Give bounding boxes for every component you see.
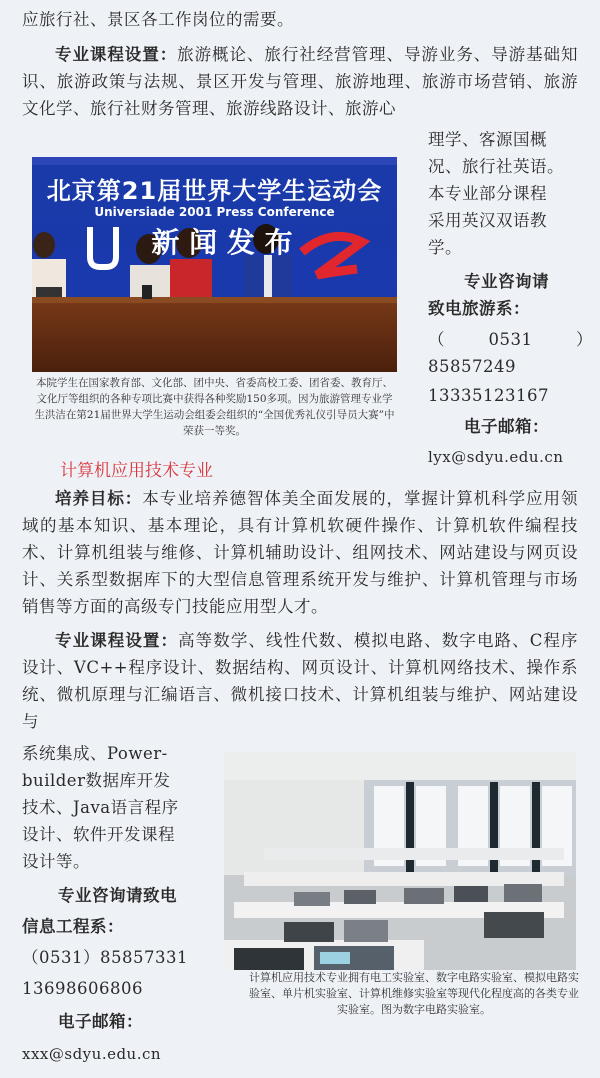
text-line: builder数据库开发 bbox=[22, 771, 171, 790]
text-line: 系统集成、Power- bbox=[22, 744, 168, 763]
computer-courses-label: 专业课程设置： bbox=[55, 631, 179, 650]
banner-subtitle: Universiade 2001 Press Conference bbox=[94, 205, 335, 219]
contact-label-line1: 专业咨询请致电 bbox=[58, 886, 177, 905]
tourism-courses-continuation bbox=[428, 126, 588, 261]
email-label: 电子邮箱： bbox=[464, 417, 549, 436]
banner-title: 北京第21届世界大学生运动会 bbox=[46, 177, 383, 205]
goal-text: 本专业培养德智体美全面发展的，掌握计算机科学应用领域的基本知识、基本理论，具有计算机软硬件操作、计算机软件编程技术、计算机组装与维修、计算机辅助设计、组网技术、网站建设与网页设计、关系型数据库下的大型信息管理系统开发与维护、计算机管理与市场销售等方面的高级专门技能应用型人才。 bbox=[22, 489, 579, 616]
contact-mobile: 13698606806 bbox=[22, 979, 143, 998]
tourism-courses-paragraph bbox=[22, 41, 578, 122]
tourism-courses-label: 专业课程设置： bbox=[55, 45, 178, 64]
lab-illustration bbox=[224, 752, 576, 970]
press-photo-caption: 本院学生在国家教育部、文化部、团中央、省委高校工委、团省委、教育厅、文化厅等组织的各种专项比赛中获得各种奖励150多项。因为旅游管理专业学生洪洁在第21届世界大学生运动会组委会组织的“全国优秀礼仪引导员大赛”中荣获一等奖。 bbox=[34, 377, 395, 437]
computer-goal-paragraph bbox=[22, 485, 578, 620]
email-label: 电子邮箱： bbox=[58, 1012, 143, 1031]
computer-courses-text: 高等数学、线性代数、模拟电路、数字电路、C程序设计、VC++程序设计、数据结构、网页设计、计算机网络技术、操作系统、微机原理与汇编语言、微机接口技术、计算机组装与维护、网站建设与 bbox=[22, 631, 579, 731]
computer-section-heading: 计算机应用技术专业 bbox=[60, 461, 213, 481]
tourism-intro-tail: 应旅行社、景区各工作岗位的需要。 bbox=[22, 10, 294, 29]
text-line: 技术、Java语言程序 bbox=[22, 798, 179, 817]
contact-mobile: 13335123167 bbox=[428, 386, 549, 405]
computer-courses-paragraph bbox=[22, 627, 578, 735]
text-line: 本专业部分课程 bbox=[428, 184, 547, 203]
text-line: 学。 bbox=[428, 238, 462, 257]
text-line: 设计等。 bbox=[22, 852, 90, 871]
digital-circuit-lab-photo bbox=[224, 752, 576, 970]
text-line: 况、旅行社英语。 bbox=[428, 157, 564, 176]
contact-label-line1: 专业咨询请 bbox=[464, 272, 549, 291]
contact-label-line2: 信息工程系： bbox=[22, 917, 124, 936]
text-line: 理学、客源国概 bbox=[428, 130, 547, 149]
contact-phone: （0531）85857331 bbox=[22, 948, 188, 967]
computer-courses-continuation bbox=[22, 740, 212, 875]
contact-label-line2: 致电旅游系： bbox=[428, 299, 530, 318]
email-address: xxx@sdyu.edu.cn bbox=[22, 1045, 162, 1063]
press-conference-photo bbox=[32, 157, 397, 372]
text-line: 采用英汉双语教 bbox=[428, 211, 547, 230]
email-address: lyx@sdyu.edu.cn bbox=[428, 448, 564, 466]
tourism-contact bbox=[428, 268, 593, 471]
banner-press-release: 新 闻 发 布 bbox=[151, 226, 293, 259]
computer-contact bbox=[22, 882, 222, 1068]
goal-label: 培养目标： bbox=[55, 489, 143, 508]
lab-photo-caption: 计算机应用技术专业拥有电工实验室、数字电路实验室、模拟电路实验室、单片机实验室、计算机维修实验室等现代化程度高的各类专业实验室。图为数字电路实验室。 bbox=[249, 971, 579, 1016]
contact-phone: （0531）85857249 bbox=[428, 330, 593, 376]
tourism-courses-text: 旅游概论、旅行社经营管理、导游业务、导游基础知识、旅游政策与法规、景区开发与管理、旅游地理、旅游市场营销、旅游文化学、旅行社财务管理、旅游线路设计、旅游心 bbox=[22, 45, 579, 118]
text-line: 设计、软件开发课程 bbox=[22, 825, 175, 844]
